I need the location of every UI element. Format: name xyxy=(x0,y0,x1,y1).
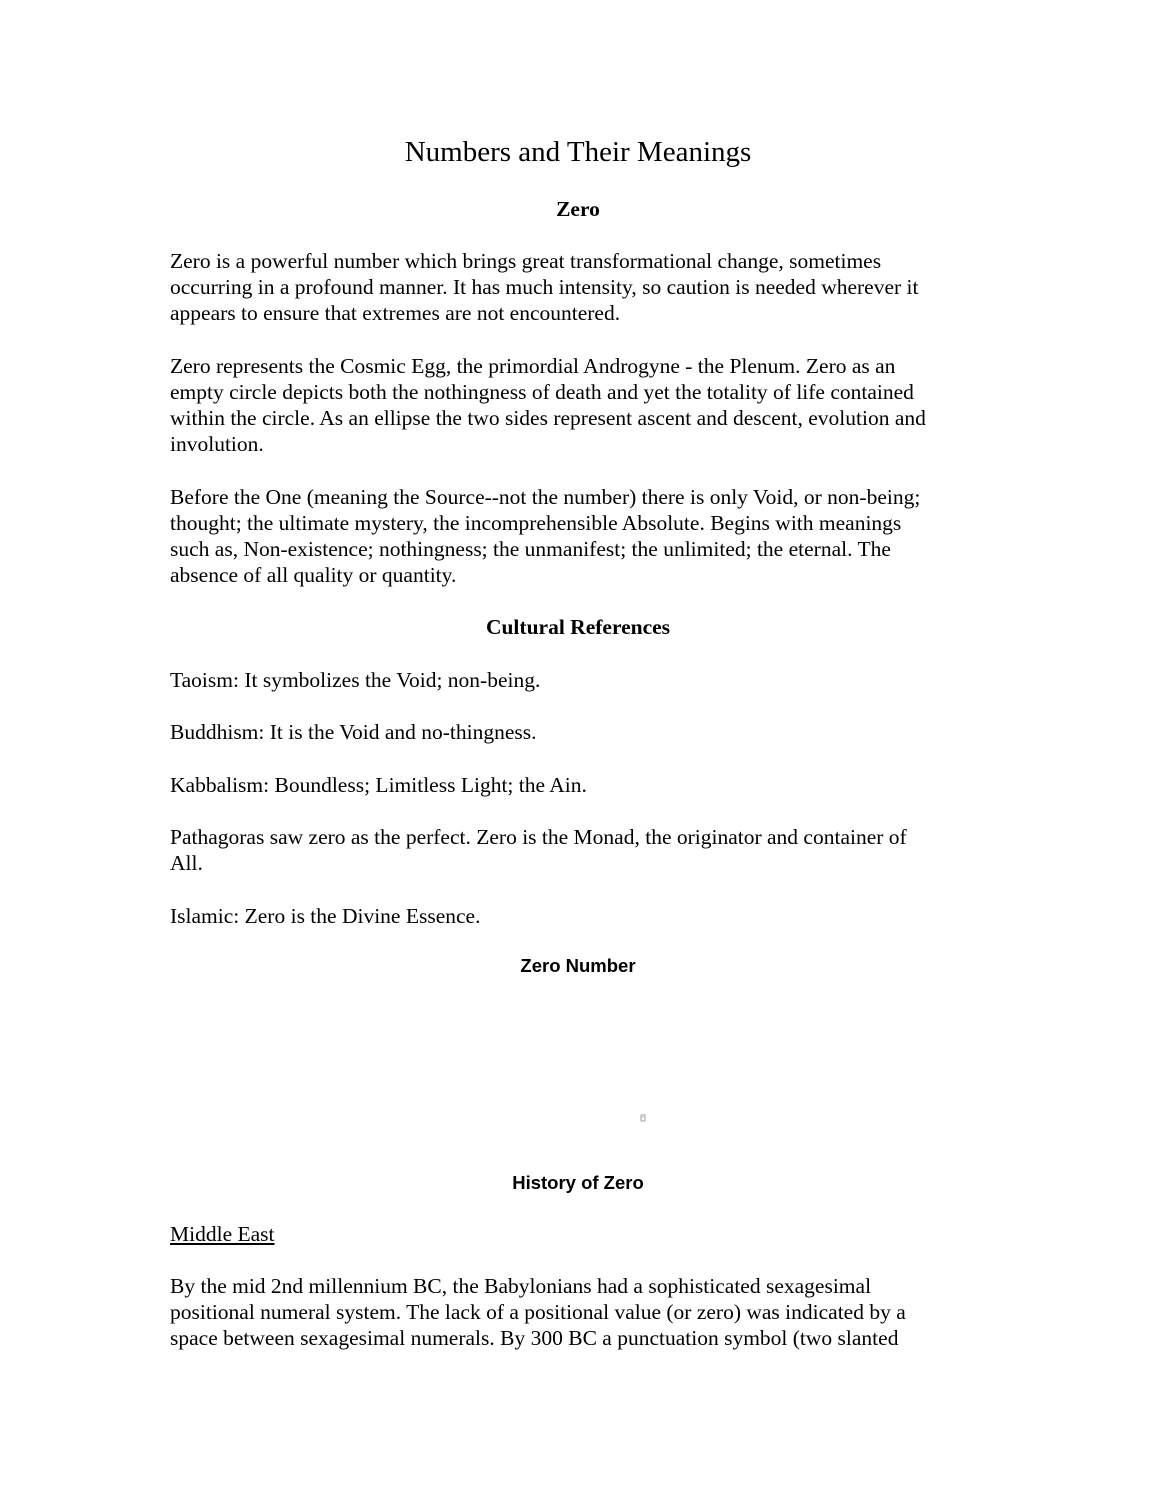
section-heading-history: History of Zero xyxy=(512,1172,644,1193)
subheading-middle-east: Middle East xyxy=(170,1222,275,1246)
paragraph-before-one: Before the One (meaning the Source--not the number) there is only Void, or non-being; thought; the ultimate mystery, the incomprehensible Absolute. Begins with meanings such as, Non-existence; nothingness; the unmanifest; the unlimited; the eternal. The absence of all quality or quantity. xyxy=(170,485,921,587)
cultural-item-taoism: Taoism: It symbolizes the Void; non-being. xyxy=(170,668,541,692)
cultural-item-buddhism: Buddhism: It is the Void and no-thingness. xyxy=(170,720,537,744)
cultural-item-kabbalism: Kabbalism: Boundless; Limitless Light; the Ain. xyxy=(170,773,587,797)
section-heading-zero-number: Zero Number xyxy=(520,955,636,976)
cultural-item-islamic: Islamic: Zero is the Divine Essence. xyxy=(170,904,481,928)
cultural-item-pathagoras: Pathagoras saw zero as the perfect. Zero is the Monad, the originator and container of All. xyxy=(170,825,907,875)
page-title: Numbers and Their Meanings xyxy=(404,136,752,168)
paragraph-cosmic-egg: Zero represents the Cosmic Egg, the primordial Androgyne - the Plenum. Zero as an empty circle depicts both the nothingness of death and yet the totality of life contained within the circle. As an ellipse the two sides represent ascent and descent, evolution and involution. xyxy=(170,354,926,456)
paragraph-zero-intro: Zero is a powerful number which brings great transformational change, sometimes occurring in a profound manner. It has much intensity, so caution is needed wherever it appears to ensure that extremes are not encountered. xyxy=(170,249,919,325)
section-heading-cultural: Cultural References xyxy=(485,615,671,639)
broken-image-icon xyxy=(640,1114,646,1122)
paragraph-babylonians: By the mid 2nd millennium BC, the Babylonians had a sophisticated sexagesimal positional numeral system. The lack of a positional value (or zero) was indicated by a space between sexagesimal numerals. By 300 BC a punctuation symbol (two slanted xyxy=(170,1274,906,1350)
section-heading-zero: Zero xyxy=(556,197,600,221)
